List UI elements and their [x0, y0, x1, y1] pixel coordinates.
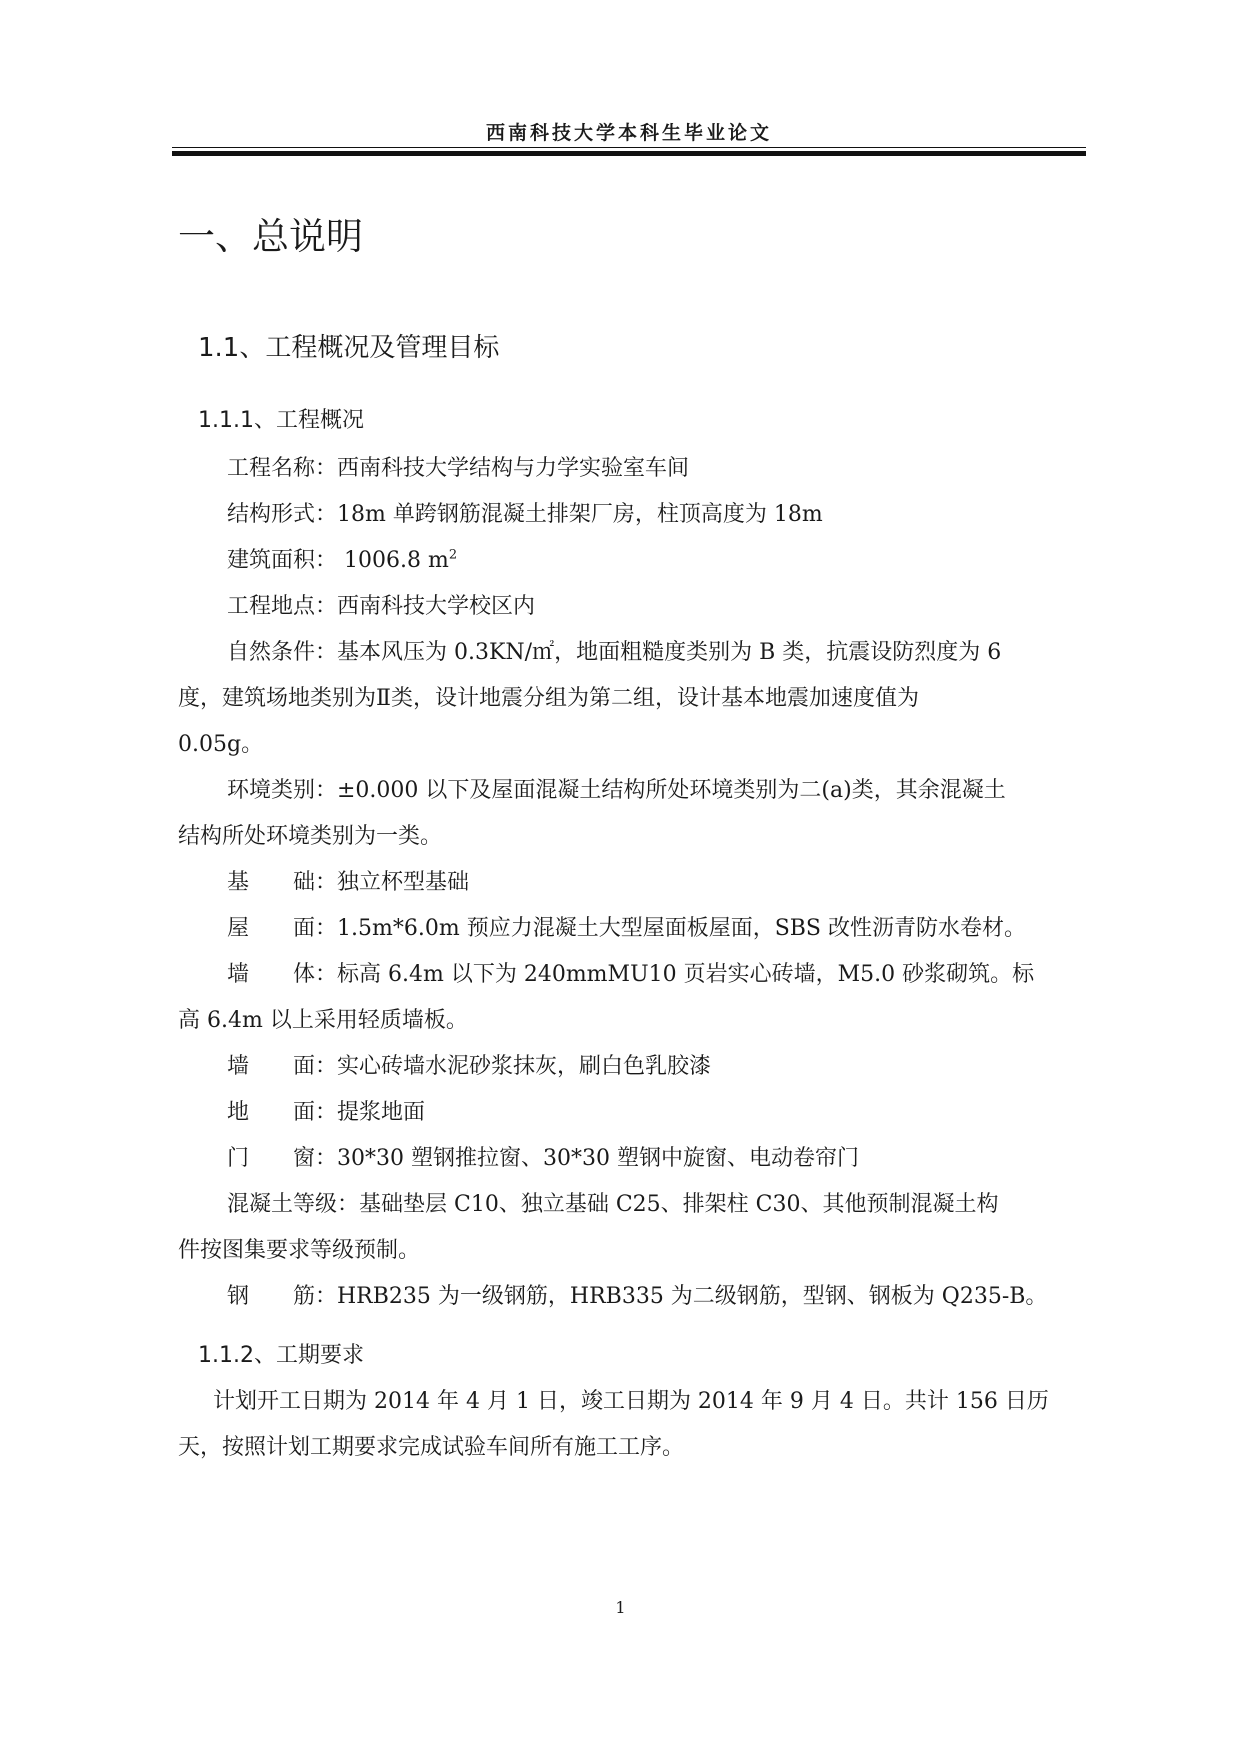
line-roof: 屋 面：1.5m*6.0m 预应力混凝土大型屋面板屋面，SBS 改性沥青防水卷材。 — [227, 916, 1026, 941]
line-natural-conditions-3: 0.05g。 — [178, 732, 264, 757]
header-rule-thick — [172, 151, 1086, 156]
subsection-heading-schedule: 1.1.2、工期要求 — [198, 1343, 364, 1368]
line-natural-conditions-1: 自然条件：基本风压为 0.3KN/㎡，地面粗糙度类别为 B 类，抗震设防烈度为 6 — [227, 640, 1002, 665]
section-heading: 1.1、工程概况及管理目标 — [198, 333, 500, 363]
line-floor: 地 面：提浆地面 — [227, 1100, 426, 1125]
line-schedule-2: 天，按照计划工期要求完成试验车间所有施工工序。 — [178, 1435, 685, 1460]
line-concrete-grade-2: 件按图集要求等级预制。 — [178, 1238, 421, 1263]
line-environment-2: 结构所处环境类别为一类。 — [178, 824, 443, 849]
line-project-name: 工程名称：西南科技大学结构与力学实验室车间 — [227, 456, 690, 481]
area-superscript: 2 — [448, 547, 458, 563]
line-schedule-1: 计划开工日期为 2014 年 4 月 1 日，竣工日期为 2014 年 9 月 4 日。共计 156 日历 — [213, 1389, 1049, 1414]
line-structure-form: 结构形式：18m 单跨钢筋混凝土排架厂房，柱顶高度为 18m — [227, 502, 823, 527]
running-header: 西南科技大学本科生毕业论文 — [485, 122, 772, 144]
line-project-location: 工程地点：西南科技大学校区内 — [227, 594, 536, 619]
line-wall-surface: 墙 面：实心砖墙水泥砂浆抹灰，刷白色乳胶漆 — [227, 1054, 712, 1079]
line-concrete-grade-1: 混凝土等级：基础垫层 C10、独立基础 C25、排架柱 C30、其他预制混凝土构 — [227, 1192, 999, 1217]
building-area-text: 建筑面积： 1006.8 m — [227, 548, 449, 573]
line-environment-1: 环境类别：±0.000 以下及屋面混凝土结构所处环境类别为二(a)类，其余混凝土 — [227, 778, 1006, 803]
chapter-heading: 一、总说明 — [178, 215, 363, 258]
line-foundation: 基 础：独立杯型基础 — [227, 870, 470, 895]
line-rebar: 钢 筋：HRB235 为一级钢筋，HRB335 为二级钢筋，型钢、钢板为 Q235-B。 — [227, 1284, 1048, 1309]
line-building-area — [227, 545, 457, 577]
header-rule-thin — [172, 147, 1086, 148]
line-natural-conditions-2: 度，建筑场地类别为Ⅱ类，设计地震分组为第二组，设计基本地震加速度值为 — [178, 686, 919, 711]
line-wall-body-1: 墙 体：标高 6.4m 以下为 240mmMU10 页岩实心砖墙，M5.0 砂浆砌筑。标 — [227, 962, 1035, 987]
line-wall-body-2: 高 6.4m 以上采用轻质墙板。 — [178, 1008, 468, 1033]
subsection-heading-overview: 1.1.1、工程概况 — [198, 408, 364, 433]
line-doors-windows: 门 窗：30*30 塑钢推拉窗、30*30 塑钢中旋窗、电动卷帘门 — [227, 1146, 859, 1171]
page-number: 1 — [615, 1598, 626, 1617]
